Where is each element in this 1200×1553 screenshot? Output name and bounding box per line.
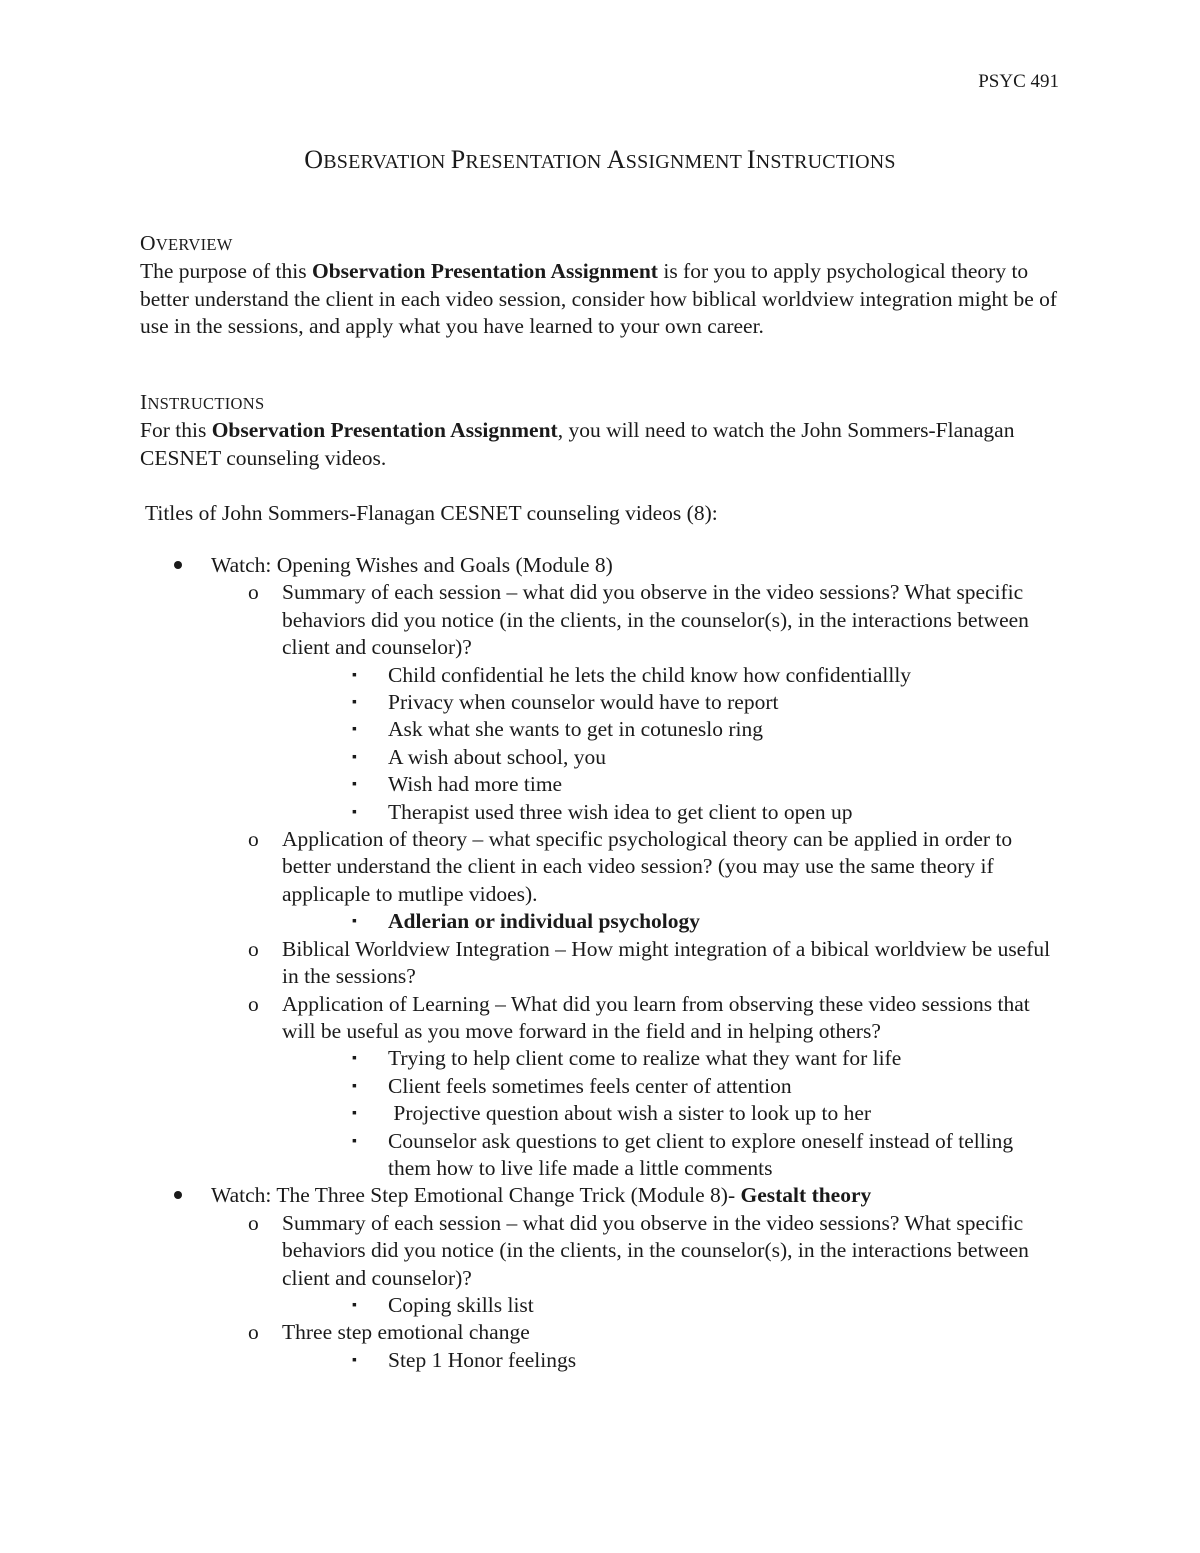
list-item-text: Step 1 Honor feelings: [388, 1347, 577, 1372]
list-item-text: Client feels sometimes feels center of attention: [388, 1073, 792, 1098]
title-word: OBSERVATION: [304, 145, 451, 174]
list-item-text: Child confidential he lets the child know how confidentiallly: [388, 662, 912, 687]
bullet-square-icon: ▪: [352, 804, 357, 820]
list-item-section: [140, 936, 1060, 991]
list-item-text: Coping skills list: [388, 1292, 534, 1317]
list-item-note: [140, 771, 1060, 798]
list-item-note: [140, 689, 1060, 716]
bullet-square-icon: ▪: [352, 777, 357, 793]
list-item-text: Summary of each session – what did you observe in the video sessions? What specific behaviors did you notice (in the clients, in the counselor(s), in the interactions between client and counselor)?: [282, 580, 1035, 660]
bullet-square-icon: ▪: [352, 695, 357, 711]
list-item-note: [140, 1292, 1060, 1319]
bullet-square-icon: ▪: [352, 914, 357, 930]
list-item-section: [140, 826, 1060, 908]
title-word: PRESENTATION: [450, 145, 607, 174]
bullet-circle-icon: o: [248, 1210, 259, 1235]
list-item-note: [140, 662, 1060, 689]
instructions-paragraph: For this Observation Presentation Assignment, you will need to watch the John Sommers-Flanagan CESNET counseling videos.: [140, 418, 1015, 470]
bullet-circle-icon: o: [248, 827, 259, 852]
list-item-text: Application of theory – what specific psychological theory can be applied in order to better understand the client in each video session? (you may use the same theory if applicaple to mutlipe vidoes).: [282, 827, 1018, 906]
bullet-circle-icon: o: [248, 580, 259, 605]
list-item-text: Summary of each session – what did you observe in the video sessions? What specific behaviors did you notice (in the clients, in the counselor(s), in the interactions between client and counselor)?: [282, 1210, 1035, 1290]
document-title: [0, 146, 1200, 176]
video-item: [140, 1182, 1060, 1209]
bullet-circle-icon: o: [248, 991, 259, 1016]
list-item-bold-text: Gestalt theory: [740, 1183, 872, 1208]
course-code: PSYC 491: [978, 71, 1059, 92]
instructions-heading: INSTRUCTIONS: [140, 390, 265, 414]
list-item-section: [140, 1210, 1060, 1292]
bullet-square-icon: ▪: [352, 1297, 357, 1313]
bullet-square-icon: ▪: [352, 667, 357, 683]
bullet-square-icon: ▪: [352, 749, 357, 765]
list-item-text: Biblical Worldview Integration – How might integration of a bibical worldview be useful in the sessions?: [282, 936, 1056, 989]
bullet-square-icon: ▪: [352, 1078, 357, 1094]
bullet-circle-icon: o: [248, 936, 259, 961]
list-item-text: Watch: Opening Wishes and Goals (Module 8): [211, 553, 613, 577]
video-item: [140, 552, 1060, 579]
list-item-text: Therapist used three wish idea to get client to open up: [388, 799, 853, 824]
title-word: ASSIGNMENT: [606, 145, 747, 174]
list-item-text: Ask what she wants to get in cotuneslo ring: [388, 717, 764, 742]
list-item-text: Projective question about wish a sister to look up to her: [388, 1101, 872, 1126]
bullet-dot-icon: [174, 1182, 182, 1209]
bullet-square-icon: ▪: [352, 722, 357, 738]
bullet-circle-icon: o: [248, 1320, 259, 1345]
list-item-text: Wish had more time: [388, 772, 563, 797]
list-item-note: [140, 1128, 1060, 1183]
list-item-note: [140, 1100, 1060, 1127]
bullet-square-icon: ▪: [352, 1352, 357, 1368]
list-item-note: [140, 1045, 1060, 1072]
bullet-square-icon: ▪: [352, 1051, 357, 1067]
title-word: INSTRUCTIONS: [746, 145, 896, 174]
list-item-text: A wish about school, you: [388, 744, 606, 769]
list-item-bold-text: Adlerian or individual psychology: [388, 909, 701, 934]
list-item-note: [140, 1073, 1060, 1100]
list-item-note: [140, 1347, 1060, 1374]
video-list: [140, 552, 1060, 1374]
overview-heading: OVERVIEW: [140, 231, 233, 255]
bullet-square-icon: ▪: [352, 1106, 357, 1122]
overview-paragraph: The purpose of this Observation Presentation Assignment is for you to apply psychological theory to better understand the client in each video session, consider how biblical worldview integration might be of use in the sessions, and apply what you have learned to your own career.: [140, 259, 1058, 339]
list-item-note: [140, 744, 1060, 771]
list-item-text: Counselor ask questions to get client to explore oneself instead of telling them how to live life made a little comments: [388, 1128, 1019, 1180]
list-item-section: [140, 579, 1060, 661]
list-item-note: [140, 908, 1060, 935]
list-item-section: [140, 1319, 1060, 1346]
list-item-text: Privacy when counselor would have to report: [388, 690, 779, 715]
list-item-text: Trying to help client come to realize what they want for life: [388, 1046, 902, 1071]
list-item-note: [140, 799, 1060, 826]
video-titles-line: Titles of John Sommers-Flanagan CESNET counseling videos (8):: [140, 500, 718, 525]
list-item-text: Watch: The Three Step Emotional Change Trick (Module 8)-: [211, 1183, 741, 1208]
list-item-text: Application of Learning – What did you learn from observing these video sessions that will be useful as you move forward in the field and in helping others?: [282, 991, 1036, 1043]
list-item-text: Three step emotional change: [282, 1320, 530, 1345]
bullet-dot-icon: [174, 552, 182, 579]
bullet-square-icon: ▪: [352, 1133, 357, 1149]
list-item-section: [140, 991, 1060, 1046]
overview-section: [140, 230, 1060, 341]
list-item-note: [140, 716, 1060, 743]
instructions-section: [140, 389, 1060, 527]
